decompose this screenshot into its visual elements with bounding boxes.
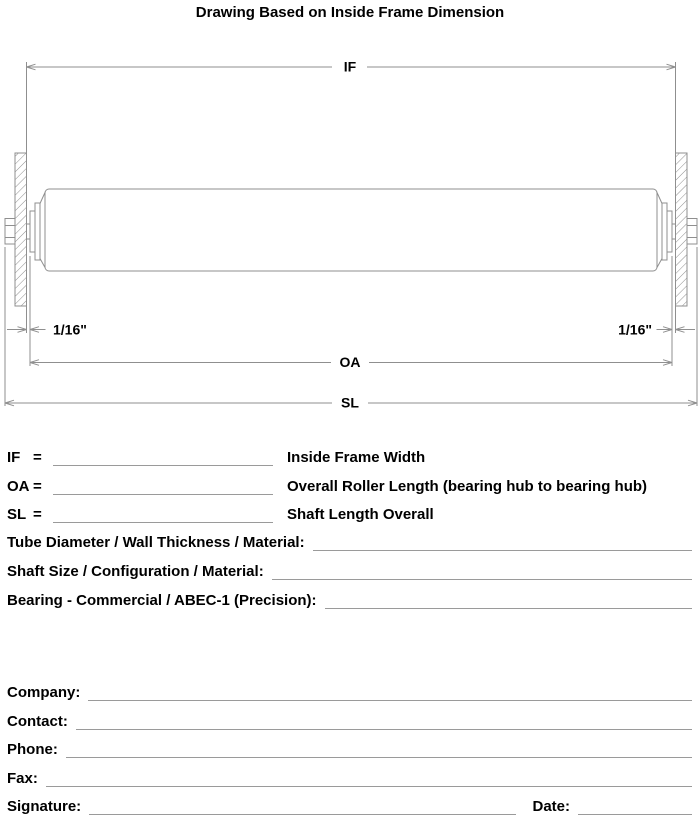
left-frame-rail (15, 62, 27, 333)
phone-field[interactable] (66, 742, 692, 758)
legend-row-oa (7, 479, 697, 497)
shaft-spec-label: Shaft Size / Configuration / Material: (7, 563, 264, 580)
contact-field[interactable] (76, 714, 692, 730)
left-shaft-stub (27, 224, 31, 239)
right-frame-rail (676, 62, 688, 333)
left-gap-label: 1/16" (53, 321, 87, 338)
contact-label: Contact: (7, 713, 68, 730)
sl-description: Shaft Length Overall (287, 506, 434, 523)
right-shaft-hex-end (687, 219, 697, 245)
right-gap-label: 1/16" (618, 321, 652, 338)
if-description: Inside Frame Width (287, 449, 426, 466)
bearing-spec-field[interactable] (325, 593, 692, 609)
sl-abbr: SL (7, 506, 27, 523)
sl-value-field[interactable] (53, 507, 273, 523)
contact-row-company (7, 685, 692, 703)
if-dimension (27, 59, 676, 75)
roller-tube (40, 189, 662, 271)
right-bearing-hub (662, 203, 672, 260)
equals-sign: = (33, 506, 42, 523)
oa-value-field[interactable] (53, 479, 273, 495)
company-field[interactable] (88, 685, 692, 701)
legend-row-if (7, 450, 697, 468)
company-label: Company: (7, 684, 81, 701)
oa-abbr: OA (7, 478, 30, 495)
date-field[interactable] (578, 799, 692, 815)
if-dimension-label: IF (343, 58, 357, 75)
spec-row-bearing (7, 593, 692, 611)
signature-label: Signature: (7, 798, 82, 815)
signature-row (7, 799, 692, 817)
if-abbr: IF (7, 449, 21, 466)
oa-description: Overall Roller Length (bearing hub to bearing hub) (287, 478, 648, 495)
date-label: Date: (532, 798, 570, 815)
contact-row-fax (7, 771, 692, 789)
bearing-spec-label: Bearing - Commercial / ABEC-1 (Precision): (7, 592, 317, 609)
contact-row-contact (7, 714, 692, 732)
tube-spec-label: Tube Diameter / Wall Thickness / Material: (7, 534, 305, 551)
oa-dimension-label: OA (339, 354, 361, 370)
left-bearing-hub (30, 203, 40, 260)
page-title: Drawing Based on Inside Frame Dimension (195, 4, 505, 21)
equals-sign: = (33, 449, 42, 466)
sl-dimension (5, 395, 697, 411)
fax-label: Fax: (7, 770, 38, 787)
sl-dimension-label: SL (341, 394, 359, 411)
right-gap-dimension (618, 322, 695, 338)
spec-row-tube (7, 535, 692, 553)
left-shaft-hex-end (5, 219, 15, 245)
signature-field[interactable] (89, 799, 516, 815)
equals-sign: = (33, 478, 42, 495)
spec-row-shaft (7, 564, 692, 582)
left-gap-dimension (7, 322, 87, 338)
right-shaft-stub (672, 224, 676, 239)
shaft-spec-field[interactable] (272, 564, 692, 580)
legend-row-sl (7, 507, 697, 525)
contact-row-phone (7, 742, 692, 760)
fax-field[interactable] (46, 771, 692, 787)
oa-dimension (30, 354, 672, 370)
tube-spec-field[interactable] (313, 535, 692, 551)
if-value-field[interactable] (53, 450, 273, 466)
phone-label: Phone: (7, 741, 58, 758)
